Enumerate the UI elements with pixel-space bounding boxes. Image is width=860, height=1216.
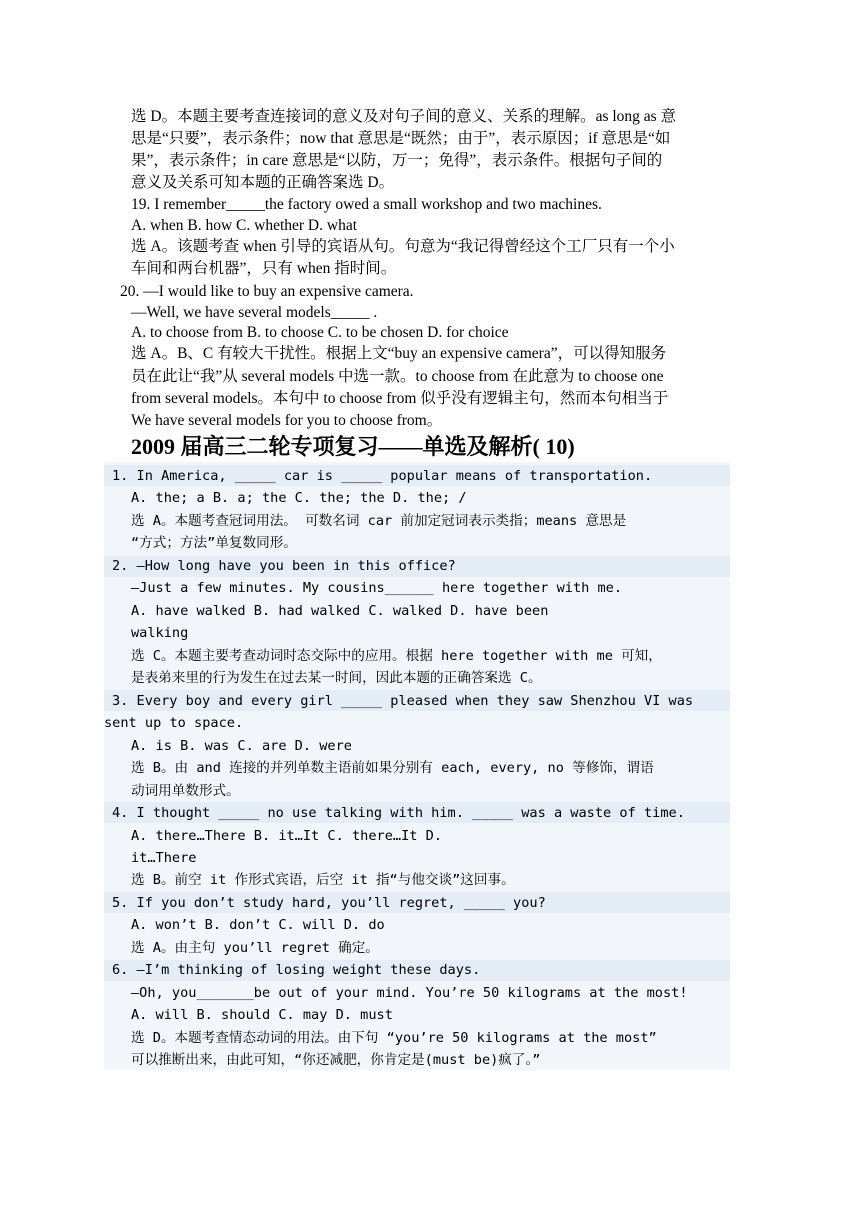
question-5-options: A. won’t B. don’t C. will D. do	[131, 917, 385, 933]
explanation-line: 选 C。本题主要考查动词时态交际中的应用。根据 here together with me 可知，	[131, 648, 662, 664]
question-3-options: A. is B. was C. are D. were	[131, 738, 352, 754]
explanation-line: 选 A。本题考查冠词用法。 可数名词 car 前加定冠词表示类指；means 意思是	[131, 513, 627, 529]
text-line: 思是“只要”，表示条件；now that 意思是“既然；由于”，表示原因；if 意思是“如	[131, 130, 671, 147]
question-2-options-cont: walking	[131, 625, 189, 641]
explanation-line: “方式；方法”单复数同形。	[131, 535, 297, 551]
question-2-options: A. have walked B. had walked C. walked D. have been	[131, 603, 549, 619]
explanation-line: 选 B。前空 it 作形式宾语，后空 it 指“与他交谈”这回事。	[131, 872, 515, 888]
question-3: 3. Every boy and every girl _____ pleased when they saw Shenzhou VI was	[112, 693, 694, 709]
question-2: 2. —How long have you been in this office?	[112, 558, 456, 574]
text-line: from several models。本句中 to choose from 似乎没有逻辑主句，然而本句相当于	[131, 390, 669, 407]
text-line: We have several models for you to choose from。	[131, 412, 443, 429]
question-6: 6. —I’m thinking of losing weight these days.	[112, 962, 481, 978]
question-4: 4. I thought _____ no use talking with him. _____ was a waste of time.	[112, 805, 685, 821]
question-3-cont: sent up to space.	[104, 715, 244, 731]
section-title: 2009 届高三二轮专项复习——单选及解析( 10)	[131, 434, 575, 459]
text-line: 车间和两台机器”，只有 when 指时间。	[131, 260, 397, 277]
text-line: 选 A。B、C 有较大干扰性。根据上文“buy an expensive camera”，可以得知服务	[131, 345, 667, 362]
explanation-line: 选 D。本题考查情态动词的用法。由下句 “you’re 50 kilograms at the most”	[131, 1030, 657, 1046]
explanation-line: 可以推断出来，由此可知，“你还减肥，你肯定是(must be)疯了。”	[131, 1052, 541, 1068]
explanation-line: 动词用单数形式。	[131, 783, 240, 799]
text-line: —Well, we have several models_____ .	[131, 304, 378, 321]
explanation-line: 选 B。由 and 连接的并列单数主语前如果分别有 each, every, no 等修饰，谓语	[131, 760, 654, 776]
text-line: 选 A。该题考查 when 引导的宾语从句。句意为“我记得曾经这个工厂只有一个小	[131, 238, 675, 255]
question-20-options: A. to choose from B. to choose C. to be chosen D. for choice	[131, 324, 509, 341]
text-line: —Just a few minutes. My cousins______ here together with me.	[131, 580, 623, 596]
question-5: 5. If you don’t study hard, you’ll regret, _____ you?	[112, 895, 546, 911]
text-line: 选 D。本题主要考查连接词的意义及对句子间的意义、关系的理解。as long as 意	[131, 108, 677, 125]
question-6-options: A. will B. should C. may D. must	[131, 1007, 393, 1023]
explanation-line: 选 A。由主句 you’ll regret 确定。	[131, 940, 379, 956]
question-4-options: A. there…There B. it…It C. there…It D.	[131, 828, 442, 844]
text-line: 意义及关系可知本题的正确答案选 D。	[131, 174, 395, 191]
question-1-options: A. the; a B. a; the C. the; the D. the; /	[131, 490, 467, 506]
question-19: 19. I remember_____the factory owed a small workshop and two machines.	[131, 196, 602, 213]
question-4-options-cont: it…There	[131, 850, 197, 866]
question-20: 20. —I would like to buy an expensive camera.	[120, 283, 414, 300]
question-19-options: A. when B. how C. whether D. what	[131, 217, 358, 234]
explanation-line: 是表弟来里的行为发生在过去某一时间，因此本题的正确答案选 C。	[131, 670, 542, 686]
text-line: —Oh, you_______be out of your mind. You’re 50 kilograms at the most!	[131, 985, 688, 1001]
question-1: 1. In America, _____ car is _____ popular means of transportation.	[112, 468, 653, 484]
text-line: 员在此让“我”从 several models 中选一款。to choose from 在此意为 to choose one	[131, 368, 664, 385]
text-line: 果”，表示条件；in care 意思是“以防，万一；免得”，表示条件。根据句子间的	[131, 152, 663, 169]
